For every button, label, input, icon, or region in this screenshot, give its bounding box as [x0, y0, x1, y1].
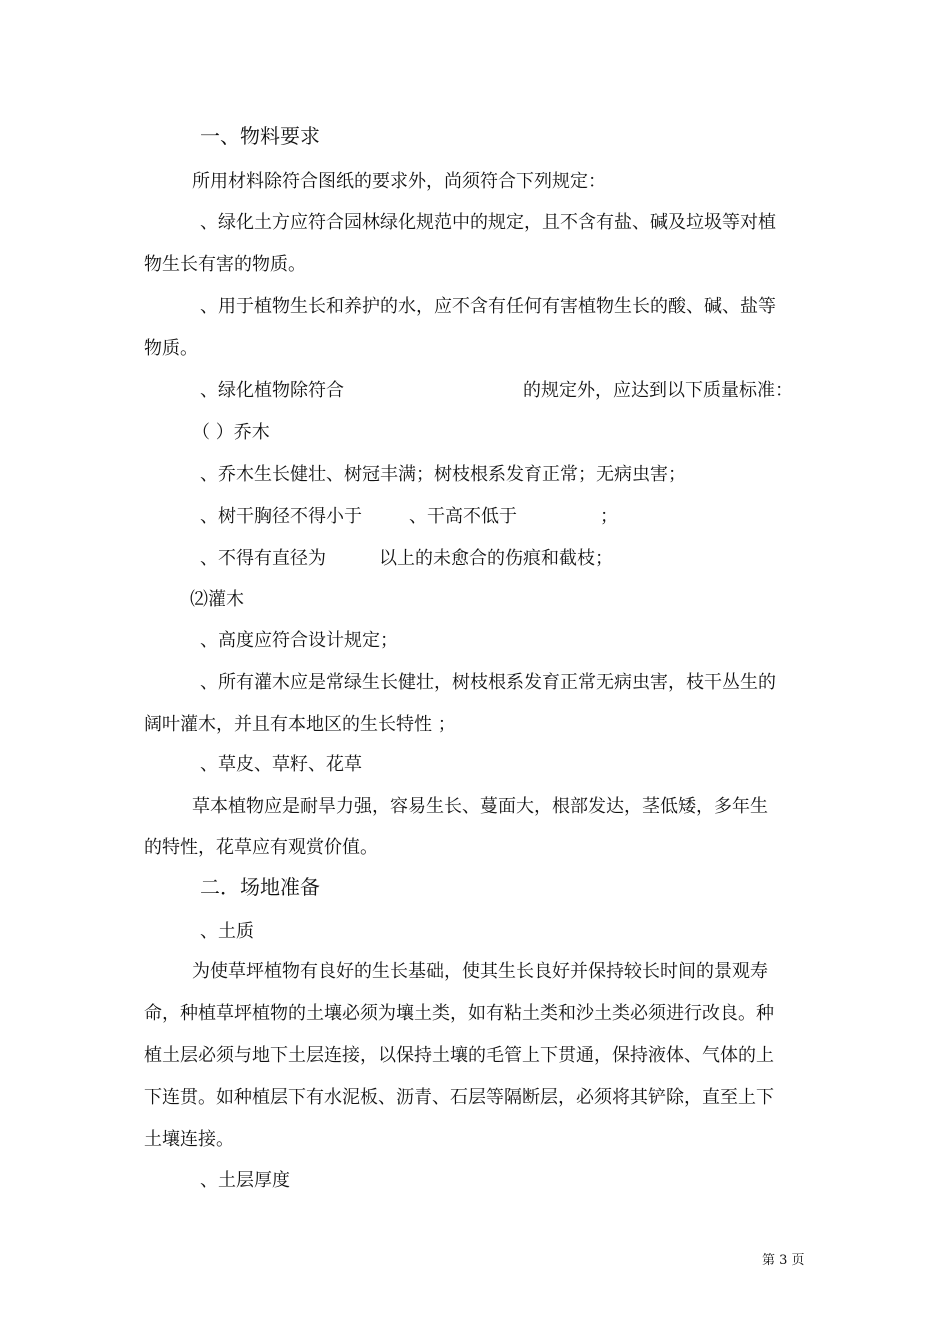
grass-paragraph-line1: 草本植物应是耐旱力强，容易生长、蔓面大，根部发达，茎低矮，多年生	[192, 796, 768, 817]
soil-paragraph-line3: 植土层必须与地下土层连接，以保持土壤的毛管上下贯通，保持液体、气体的上	[144, 1045, 774, 1066]
grass-heading: 、草皮、草籽、花草	[200, 754, 362, 775]
soil-requirement-line2: 物生长有害的物质。	[144, 254, 306, 275]
water-requirement-line1: 、用于植物生长和养护的水，应不含有任何有害植物生长的酸、碱、盐等	[200, 296, 776, 317]
grass-paragraph-line2: 的特性，花草应有观赏价值。	[144, 837, 378, 858]
shrubs-item-1: 、高度应符合设计规定；	[200, 630, 398, 651]
trees-item-2-part3: ；	[600, 506, 618, 527]
trees-item-1: 、乔木生长健壮、树冠丰满；树枝根系发育正常；无病虫害；	[200, 464, 686, 485]
trees-item-2-part2: 、干高不低于	[409, 506, 517, 527]
soil-quality-heading: 、土质	[200, 921, 254, 942]
shrubs-heading: ⑵灌木	[190, 589, 244, 610]
soil-paragraph-line4: 下连贯。如种植层下有水泥板、沥青、石层等隔断层，必须将其铲除，直至上下	[144, 1087, 774, 1108]
soil-requirement-line1: 、绿化土方应符合园林绿化规范中的规定，且不含有盐、碱及垃圾等对植	[200, 212, 776, 233]
section1-title: 一、物料要求	[200, 124, 320, 148]
soil-depth-heading: 、土层厚度	[200, 1170, 290, 1191]
trees-heading: （ ）乔木	[192, 422, 270, 443]
plants-requirement-end: 的规定外，应达到以下质量标准：	[523, 380, 793, 401]
intro-paragraph: 所用材料除符合图纸的要求外，尚须符合下列规定：	[192, 171, 606, 192]
water-requirement-line2: 物质。	[144, 338, 198, 359]
trees-item-3-part2: 以上的未愈合的伤痕和截枝；	[379, 548, 613, 569]
trees-item-3-part1: 、不得有直径为	[200, 548, 326, 569]
plants-requirement-start: 、绿化植物除符合	[200, 380, 344, 401]
shrubs-item-2-line1: 、所有灌木应是常绿生长健壮，树枝根系发育正常无病虫害，枝干丛生的	[200, 672, 776, 693]
shrubs-item-2-line2: 阔叶灌木，并且有本地区的生长特性 ；	[144, 714, 456, 735]
soil-paragraph-line1: 为使草坪植物有良好的生长基础，使其生长良好并保持较长时间的景观寿	[192, 961, 768, 982]
trees-item-2-part1: 、树干胸径不得小于	[200, 506, 362, 527]
page-number: 第 3 页	[762, 1253, 805, 1268]
section2-title: 二．场地准备	[200, 875, 320, 899]
soil-paragraph-line5: 土壤连接。	[144, 1129, 234, 1150]
soil-paragraph-line2: 命，种植草坪植物的土壤必须为壤土类，如有粘土类和沙土类必须进行改良。种	[144, 1003, 774, 1024]
